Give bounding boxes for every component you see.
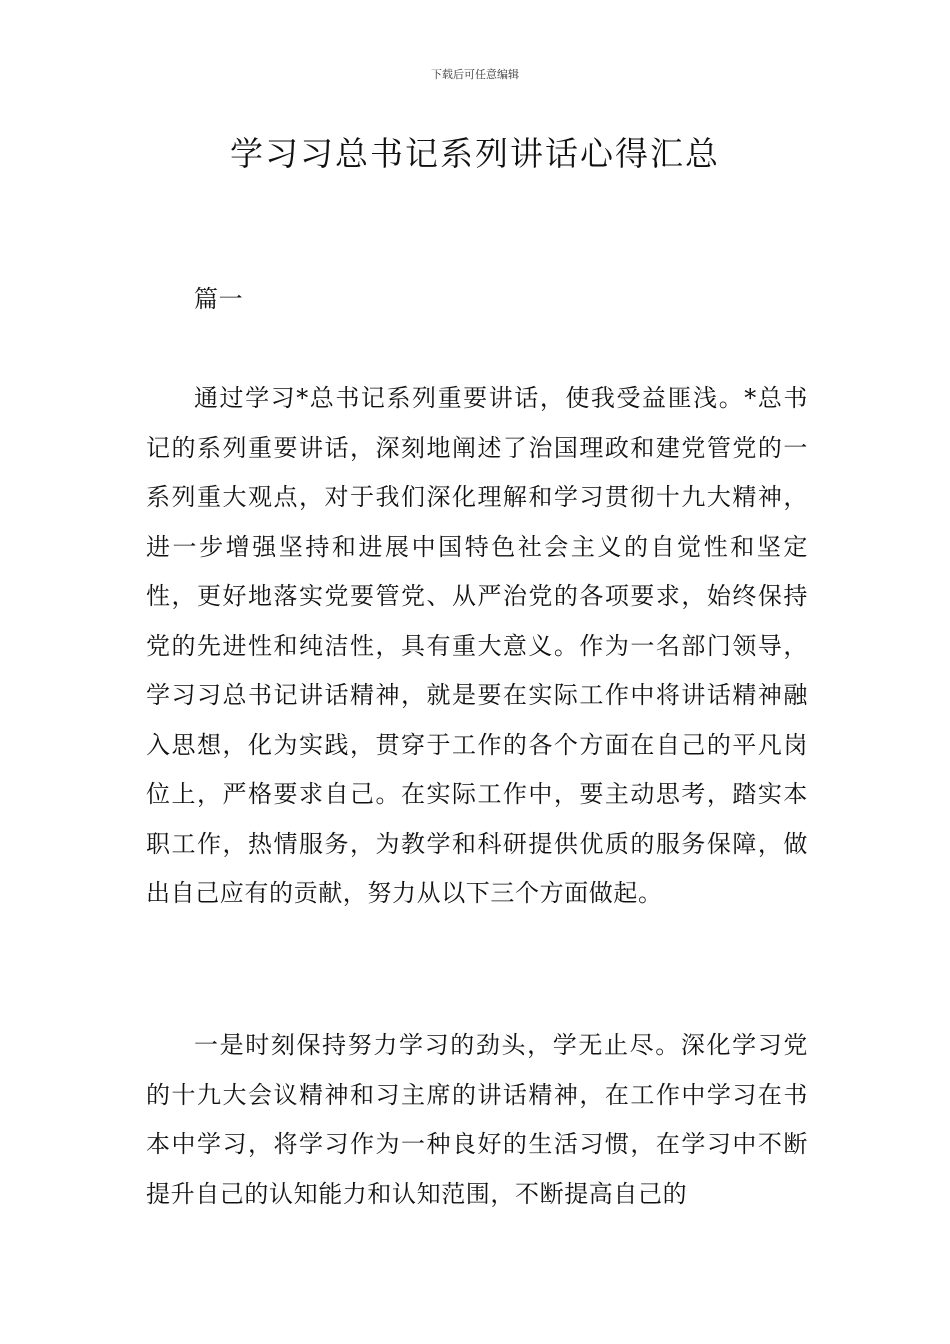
paragraph-1: 通过学习*总书记系列重要讲话，使我受益匪浅。*总书记的系列重要讲话，深刻地阐述了治国理政和建党管党的一系列重大观点，对于我们深化理解和学习贯彻十九大精神，进一步增强坚持和进展中国特色社会主义的自觉性和坚定性，更好地落实党要管党、从严治党的各项要求，始终保持党的先进性和纯洁性，具有重大意义。作为一名部门领导，学习习总书记讲话精神，就是要在实际工作中将讲话精神融入思想，化为实践，贯穿于工作的各个方面在自己的平凡岗位上，严格要求自己。在实际工作中，要主动思考，踏实本职工作，热情服务，为教学和科研提供优质的服务保障，做出自己应有的贡献，努力从以下三个方面做起。 — [146, 384, 808, 907]
document-title: 学习习总书记系列讲话心得汇总 — [230, 134, 720, 173]
paragraph-2: 一是时刻保持努力学习的劲头，学无止尽。深化学习党的十九大会议精神和习主席的讲话精神，在工作中学习在书本中学习，将学习作为一种良好的生活习惯，在学习中不断提升自己的认知能力和认知范围，不断提高自己的 — [146, 1031, 808, 1208]
section-heading: 篇一 — [194, 285, 244, 313]
header-note: 下载后可任意编辑 — [431, 68, 519, 81]
